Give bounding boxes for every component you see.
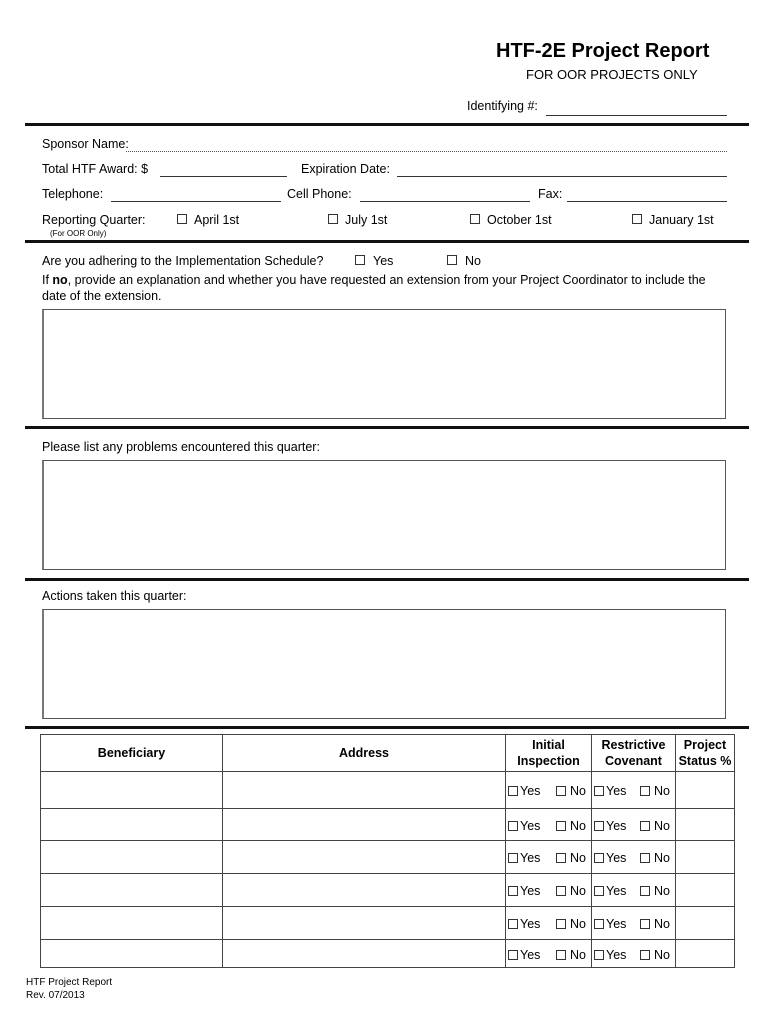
covenant-cell [592,940,676,968]
explain-bold: no [52,273,68,287]
inspection-no-checkbox[interactable] [556,853,566,863]
cell-phone-field[interactable] [360,201,530,202]
table-row [41,940,735,968]
header-restrictive-covenant [592,735,676,772]
schedule-question: Are you adhering to the Implementation Schedule? [42,254,324,268]
header-initial-1: Initial [532,738,565,752]
header-restrictive-1: Restrictive [601,738,666,752]
inspection-no-checkbox[interactable] [556,950,566,960]
explain-pre: If [42,273,53,287]
covenant-yes-checkbox[interactable] [594,786,604,796]
schedule-yes-checkbox[interactable] [355,255,365,265]
inspection-no-checkbox[interactable] [556,919,566,929]
inspection-no-label: No [570,818,586,833]
inspection-yes-label: Yes [520,784,541,798]
covenant-no-checkbox[interactable] [640,919,650,929]
covenant-no-checkbox[interactable] [640,886,650,896]
inspection-no-label: No [570,917,586,931]
cell-phone-label: Cell Phone: [287,187,352,201]
address-cell[interactable] [223,772,506,809]
table-row [41,907,735,940]
quarter-january-label: January 1st [649,213,714,227]
inspection-no-checkbox[interactable] [556,786,566,796]
covenant-cell [592,809,676,841]
reporting-note: (For OOR Only) [50,229,107,238]
header-initial-inspection [506,735,592,772]
covenant-no-label: No [654,884,670,898]
identifying-field[interactable] [546,115,727,116]
covenant-cell [592,841,676,874]
inspection-cell [506,907,592,940]
header-restrictive-2: Covenant [605,754,662,768]
inspection-yes-label: Yes [520,884,541,898]
covenant-no-label: No [654,947,670,962]
covenant-cell [592,907,676,940]
inspection-yes-checkbox[interactable] [508,886,518,896]
schedule-explanation-line2: date of the extension. [42,289,162,303]
address-cell[interactable] [223,841,506,874]
quarter-april-label: April 1st [194,213,240,227]
section-divider [25,726,749,729]
table-row [41,841,735,874]
problems-box[interactable] [42,460,726,570]
project-status-cell[interactable] [676,809,735,841]
address-cell[interactable] [223,940,506,968]
covenant-yes-checkbox[interactable] [594,919,604,929]
inspection-yes-label: Yes [520,917,541,931]
header-initial-2: Inspection [517,754,580,768]
beneficiary-cell[interactable] [41,841,223,874]
footer-form-name: HTF Project Report [26,977,113,988]
schedule-explanation-line1 [42,273,706,287]
inspection-yes-checkbox[interactable] [508,821,518,831]
page-subtitle: FOR OOR PROJECTS ONLY [526,67,698,82]
identifying-label: Identifying #: [467,99,538,113]
inspection-no-checkbox[interactable] [556,886,566,896]
inspection-cell [506,874,592,907]
table-row [41,809,735,841]
inspection-cell [506,809,592,841]
covenant-yes-label: Yes [606,784,627,798]
beneficiary-cell[interactable] [41,907,223,940]
actions-label: Actions taken this quarter: [42,589,187,603]
project-status-cell[interactable] [676,874,735,907]
fax-label: Fax: [538,187,563,201]
schedule-yes-label: Yes [373,254,394,268]
header-status-1: Project [683,738,727,752]
covenant-no-checkbox[interactable] [640,786,650,796]
page-title: HTF-2E Project Report [496,40,710,62]
schedule-explanation-box[interactable] [42,309,726,419]
inspection-no-checkbox[interactable] [556,821,566,831]
address-cell[interactable] [223,907,506,940]
beneficiary-table [40,734,735,968]
telephone-label: Telephone: [42,187,104,201]
address-cell[interactable] [223,809,506,841]
section-divider [25,426,749,429]
covenant-yes-checkbox[interactable] [594,950,604,960]
section-divider [25,240,749,243]
covenant-yes-label: Yes [606,947,627,962]
section-divider [25,123,749,126]
explain-rest: , provide an explanation and whether you have requested an extension from your Project Coordinator to include the [67,273,706,287]
footer-revision: Rev. 07/2013 [26,990,85,1001]
table-row [41,772,735,809]
header-project-status [676,735,735,772]
schedule-no-label: No [465,254,481,268]
quarter-april-checkbox[interactable] [177,214,187,224]
project-status-cell[interactable] [676,772,735,809]
covenant-yes-label: Yes [606,917,627,931]
project-status-cell[interactable] [676,841,735,874]
total-award-field[interactable] [160,176,287,177]
inspection-no-label: No [570,851,586,865]
covenant-yes-label: Yes [606,818,627,833]
quarter-july-checkbox[interactable] [328,214,338,224]
sponsor-name-label: Sponsor Name: [42,137,129,151]
covenant-cell [592,772,676,809]
inspection-yes-checkbox[interactable] [508,950,518,960]
covenant-no-checkbox[interactable] [640,821,650,831]
inspection-cell [506,940,592,968]
beneficiary-cell[interactable] [41,940,223,968]
inspection-yes-checkbox[interactable] [508,919,518,929]
inspection-cell [506,772,592,809]
covenant-no-checkbox[interactable] [640,853,650,863]
expiration-field[interactable] [397,176,727,177]
covenant-no-label: No [654,784,670,798]
beneficiary-cell[interactable] [41,874,223,907]
actions-box[interactable] [42,609,726,719]
beneficiary-cell[interactable] [41,772,223,809]
project-status-cell[interactable] [676,940,735,968]
table-body [41,772,735,968]
fax-field[interactable] [567,201,727,202]
expiration-label: Expiration Date: [301,162,390,176]
covenant-cell [592,874,676,907]
covenant-yes-label: Yes [606,884,627,898]
inspection-no-label: No [570,947,586,962]
inspection-yes-label: Yes [520,947,541,962]
inspection-yes-label: Yes [520,851,541,865]
telephone-field[interactable] [111,201,281,202]
quarter-october-checkbox[interactable] [470,214,480,224]
inspection-yes-checkbox[interactable] [508,786,518,796]
covenant-no-checkbox[interactable] [640,950,650,960]
covenant-yes-checkbox[interactable] [594,821,604,831]
quarter-july-label: July 1st [345,213,388,227]
covenant-yes-checkbox[interactable] [594,886,604,896]
covenant-no-label: No [654,851,670,865]
covenant-no-label: No [654,917,670,931]
quarter-january-checkbox[interactable] [632,214,642,224]
covenant-no-label: No [654,818,670,833]
quarter-october-label: October 1st [487,213,552,227]
schedule-no-checkbox[interactable] [447,255,457,265]
sponsor-name-field[interactable] [126,151,727,152]
header-beneficiary: Beneficiary [41,735,223,772]
covenant-yes-checkbox[interactable] [594,853,604,863]
beneficiary-cell[interactable] [41,809,223,841]
reporting-quarter-label: Reporting Quarter: [42,213,146,227]
problems-label: Please list any problems encountered this quarter: [42,440,320,454]
project-status-cell[interactable] [676,907,735,940]
inspection-no-label: No [570,784,586,798]
inspection-cell [506,841,592,874]
header-status-2: Status % [678,754,732,768]
header-address: Address [223,735,506,772]
address-cell[interactable] [223,874,506,907]
inspection-yes-checkbox[interactable] [508,853,518,863]
table-row [41,874,735,907]
covenant-yes-label: Yes [606,851,627,865]
inspection-no-label: No [570,884,586,898]
total-award-label: Total HTF Award: $ [42,162,149,176]
inspection-yes-label: Yes [520,818,541,833]
section-divider [25,578,749,581]
